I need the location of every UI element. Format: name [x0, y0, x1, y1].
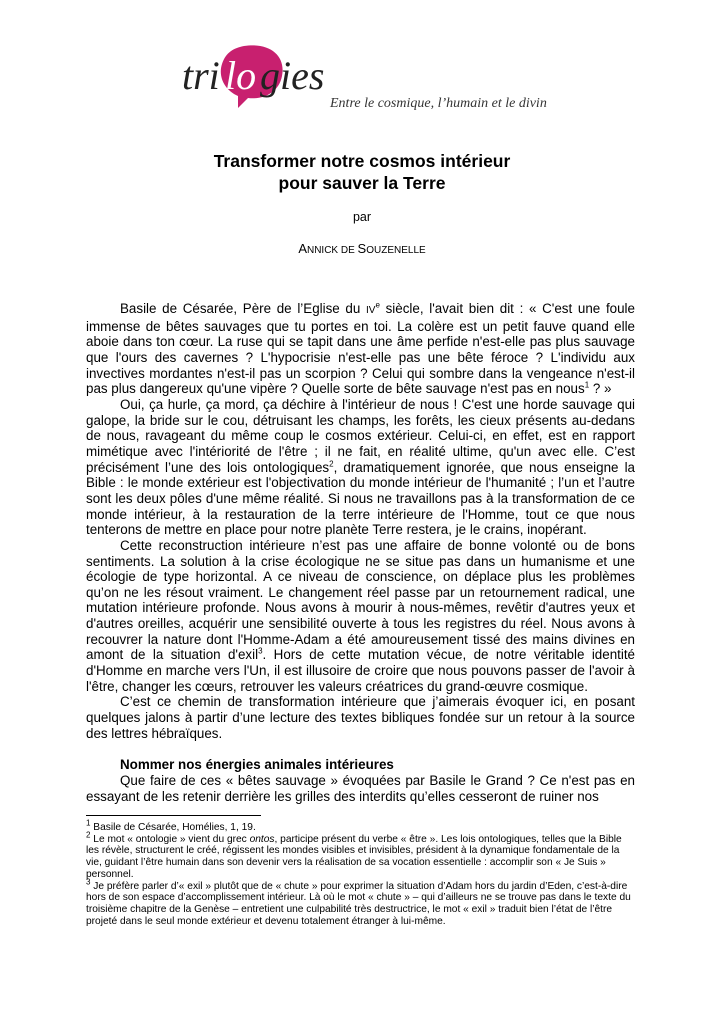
footnote-ref-2: 2: [329, 459, 334, 469]
paragraph-3: [86, 538, 635, 695]
footnote-2-italic: ontos: [249, 833, 275, 845]
paragraph-3-text-a: Cette reconstruction intérieure n’est pas une affaire de bonne volonté ou de bons sentiments. La solution à la crise écologique ne se situe pas dans un humanisme et une écologie de type horizontal. A ce niveau de conscience, on déplace plus les problèmes qu’on ne les résout vraiment. Le changement réel passe par un retournement radical, une mutation intérieure profonde. Nous avons à mourir à nous-mêmes, revêtir d'autres yeux et d'autres oreilles, acquérir une sensibilité ouverte à tous les registres du réel. Nous avons à recouvrer la nature dont l'Homme-Adam a été amoureusement tissé des mains divines en amont de la situation d'exil: [86, 537, 635, 663]
paragraph-3-text-b: . Hors de cette mutation vécue, de notre véritable identité d'Homme en marche vers l'Un, il est illusoire de croire que nous pouvons passer de l'avoir à l'être, changer les cœurs, retrouver les valeurs créatrices du grand-œuvre cosmique.: [86, 647, 635, 694]
title-line-1: Transformer notre cosmos intérieur: [213, 151, 511, 171]
paragraph-1-text-c: ? »: [589, 381, 612, 397]
author-first-initial: A: [298, 241, 307, 256]
author-last-rest: OUZENELLE: [366, 245, 426, 256]
byline: par: [352, 210, 372, 224]
article-title: [0, 150, 724, 194]
footnote-3: [86, 877, 635, 928]
footnote-ref-1: 1: [584, 380, 590, 390]
footnote-2-number: 2: [86, 830, 91, 840]
paragraph-2-text-b: , dramatiquement ignorée, que nous enseigne la Bible : le monde extérieur est l'objectivation du monde intérieur de l'humanité ; l’un et l’autre sont les deux pôles d'une même réalité. Si nous ne travaillons pas à la transformation de ce monde intérieur, à la restauration de la terre intérieure de l'Homme, tout ce que nous tenterons de mettre en place pour notre planète Terre restera, je le crains, inopérant.: [86, 459, 635, 538]
footnote-separator: [86, 815, 261, 816]
footnote-1-number: 1: [86, 818, 91, 828]
footnote-3-number: 3: [86, 877, 91, 887]
logo-text-lo: lo: [225, 53, 257, 98]
paragraph-1: [86, 301, 635, 397]
footnote-2-text-b: , participe présent du verbe « être ». Les lois ontologiques, telles que la Bible les révèle, structurent le créé, régissent les mondes visibles et invisibles, président à la dynamique fondamentale de la vie, guidant l’être humain dans son devenir vers la réalisation de sa vocation essentielle : accomplir son « Je Suis » personnel.: [86, 833, 622, 880]
paragraph-1-text-a: Basile de Césarée, Père de l’Eglise du: [120, 301, 367, 316]
footnotes: [86, 818, 635, 927]
paragraph-2-text-a: Oui, ça hurle, ça mord, ça déchire à l'intérieur de nous ! C'est une horde sauvage qui galope, la bride sur le cou, détruisant les champs, les forêts, les cieux présents au-dedans de nous, ravageant du même coup le cosmos extérieur. Celui-ci, en effet, est en rapport mimétique avec l'intériorité de l'être ; il ne fait, en réalité ultime, qu'un avec elle. C’est précisément l’une des lois ontologiques: [86, 396, 635, 475]
paragraph-5: Que faire de ces « bêtes sauvage » évoquées par Basile le Grand ? Ce n'est pas en essayant de les retenir derrière les grilles des interdits qu’elles cesseront de ruiner nos: [86, 773, 635, 804]
section-heading: Nommer nos énergies animales intérieures: [120, 757, 394, 773]
paragraph-1-text-b: siècle, l'avait bien dit : « C'est une foule immense de bêtes sauvages que tu portes en toi. La colère est un petit fauve quand elle aboie dans ton cœur. La ruse qui se tapit dans une âme perfide n'est-elle pas plus sauvage que l'ours des cavernes ? L'hypocrisie n'est-elle pas une bête féroce ? L'individu aux invectives mordantes n'est-il pas un scorpion ? Celui qui sombre dans la vengeance n'est-il pas plus dangereux qu'une vipère ? Quelle sorte de bête sauvage n'est pas en nous: [86, 301, 635, 397]
footnote-2: [86, 830, 635, 881]
logo-text-tri: tri: [182, 53, 220, 98]
paragraph-2: [86, 397, 635, 538]
footnote-1: [86, 818, 635, 834]
title-line-2: pour sauver la Terre: [278, 173, 446, 193]
footnote-3-text: Je préfère parler d’« exil » plutôt que de « chute » pour exprimer la situation d’Adam hors du jardin d’Eden, c’est-à-dire hors de son espace d’accomplissement intérieur. Là où le mot « chute » – qui d’ailleurs ne se trouve pas dans le texte du troisième chapitre de la Genèse – entretient une culpabilité très destructrice, le mot « exil » traduit bien l’état de l’être projeté dans le seul monde extérieur et devenu totalement étranger à lui-même.: [86, 880, 631, 927]
footnote-1-text: Basile de Césarée, Homélies, 1, 19.: [90, 822, 256, 833]
century-numeral: IV: [366, 305, 376, 316]
footnote-ref-3: 3: [258, 646, 263, 656]
century-superscript: e: [375, 300, 380, 310]
footnote-2-text-a: Le mot « ontologie » vient du grec: [90, 833, 250, 845]
logo-text-gies: gies: [260, 53, 325, 98]
tagline: Entre le cosmique, l’humain et le divin: [330, 96, 547, 111]
paragraph-4: C’est ce chemin de transformation intérieure que j’aimerais évoquer ici, en posant quelques jalons à partir d’une lecture des textes bibliques fondée sur un retour à la source des lettres hébraïques.: [86, 694, 635, 741]
author-first-rest: NNICK DE: [306, 245, 358, 256]
author-name: [0, 241, 724, 256]
article-body: [86, 301, 635, 804]
author-last-initial: S: [357, 241, 367, 256]
trilogies-logo: [178, 40, 325, 108]
